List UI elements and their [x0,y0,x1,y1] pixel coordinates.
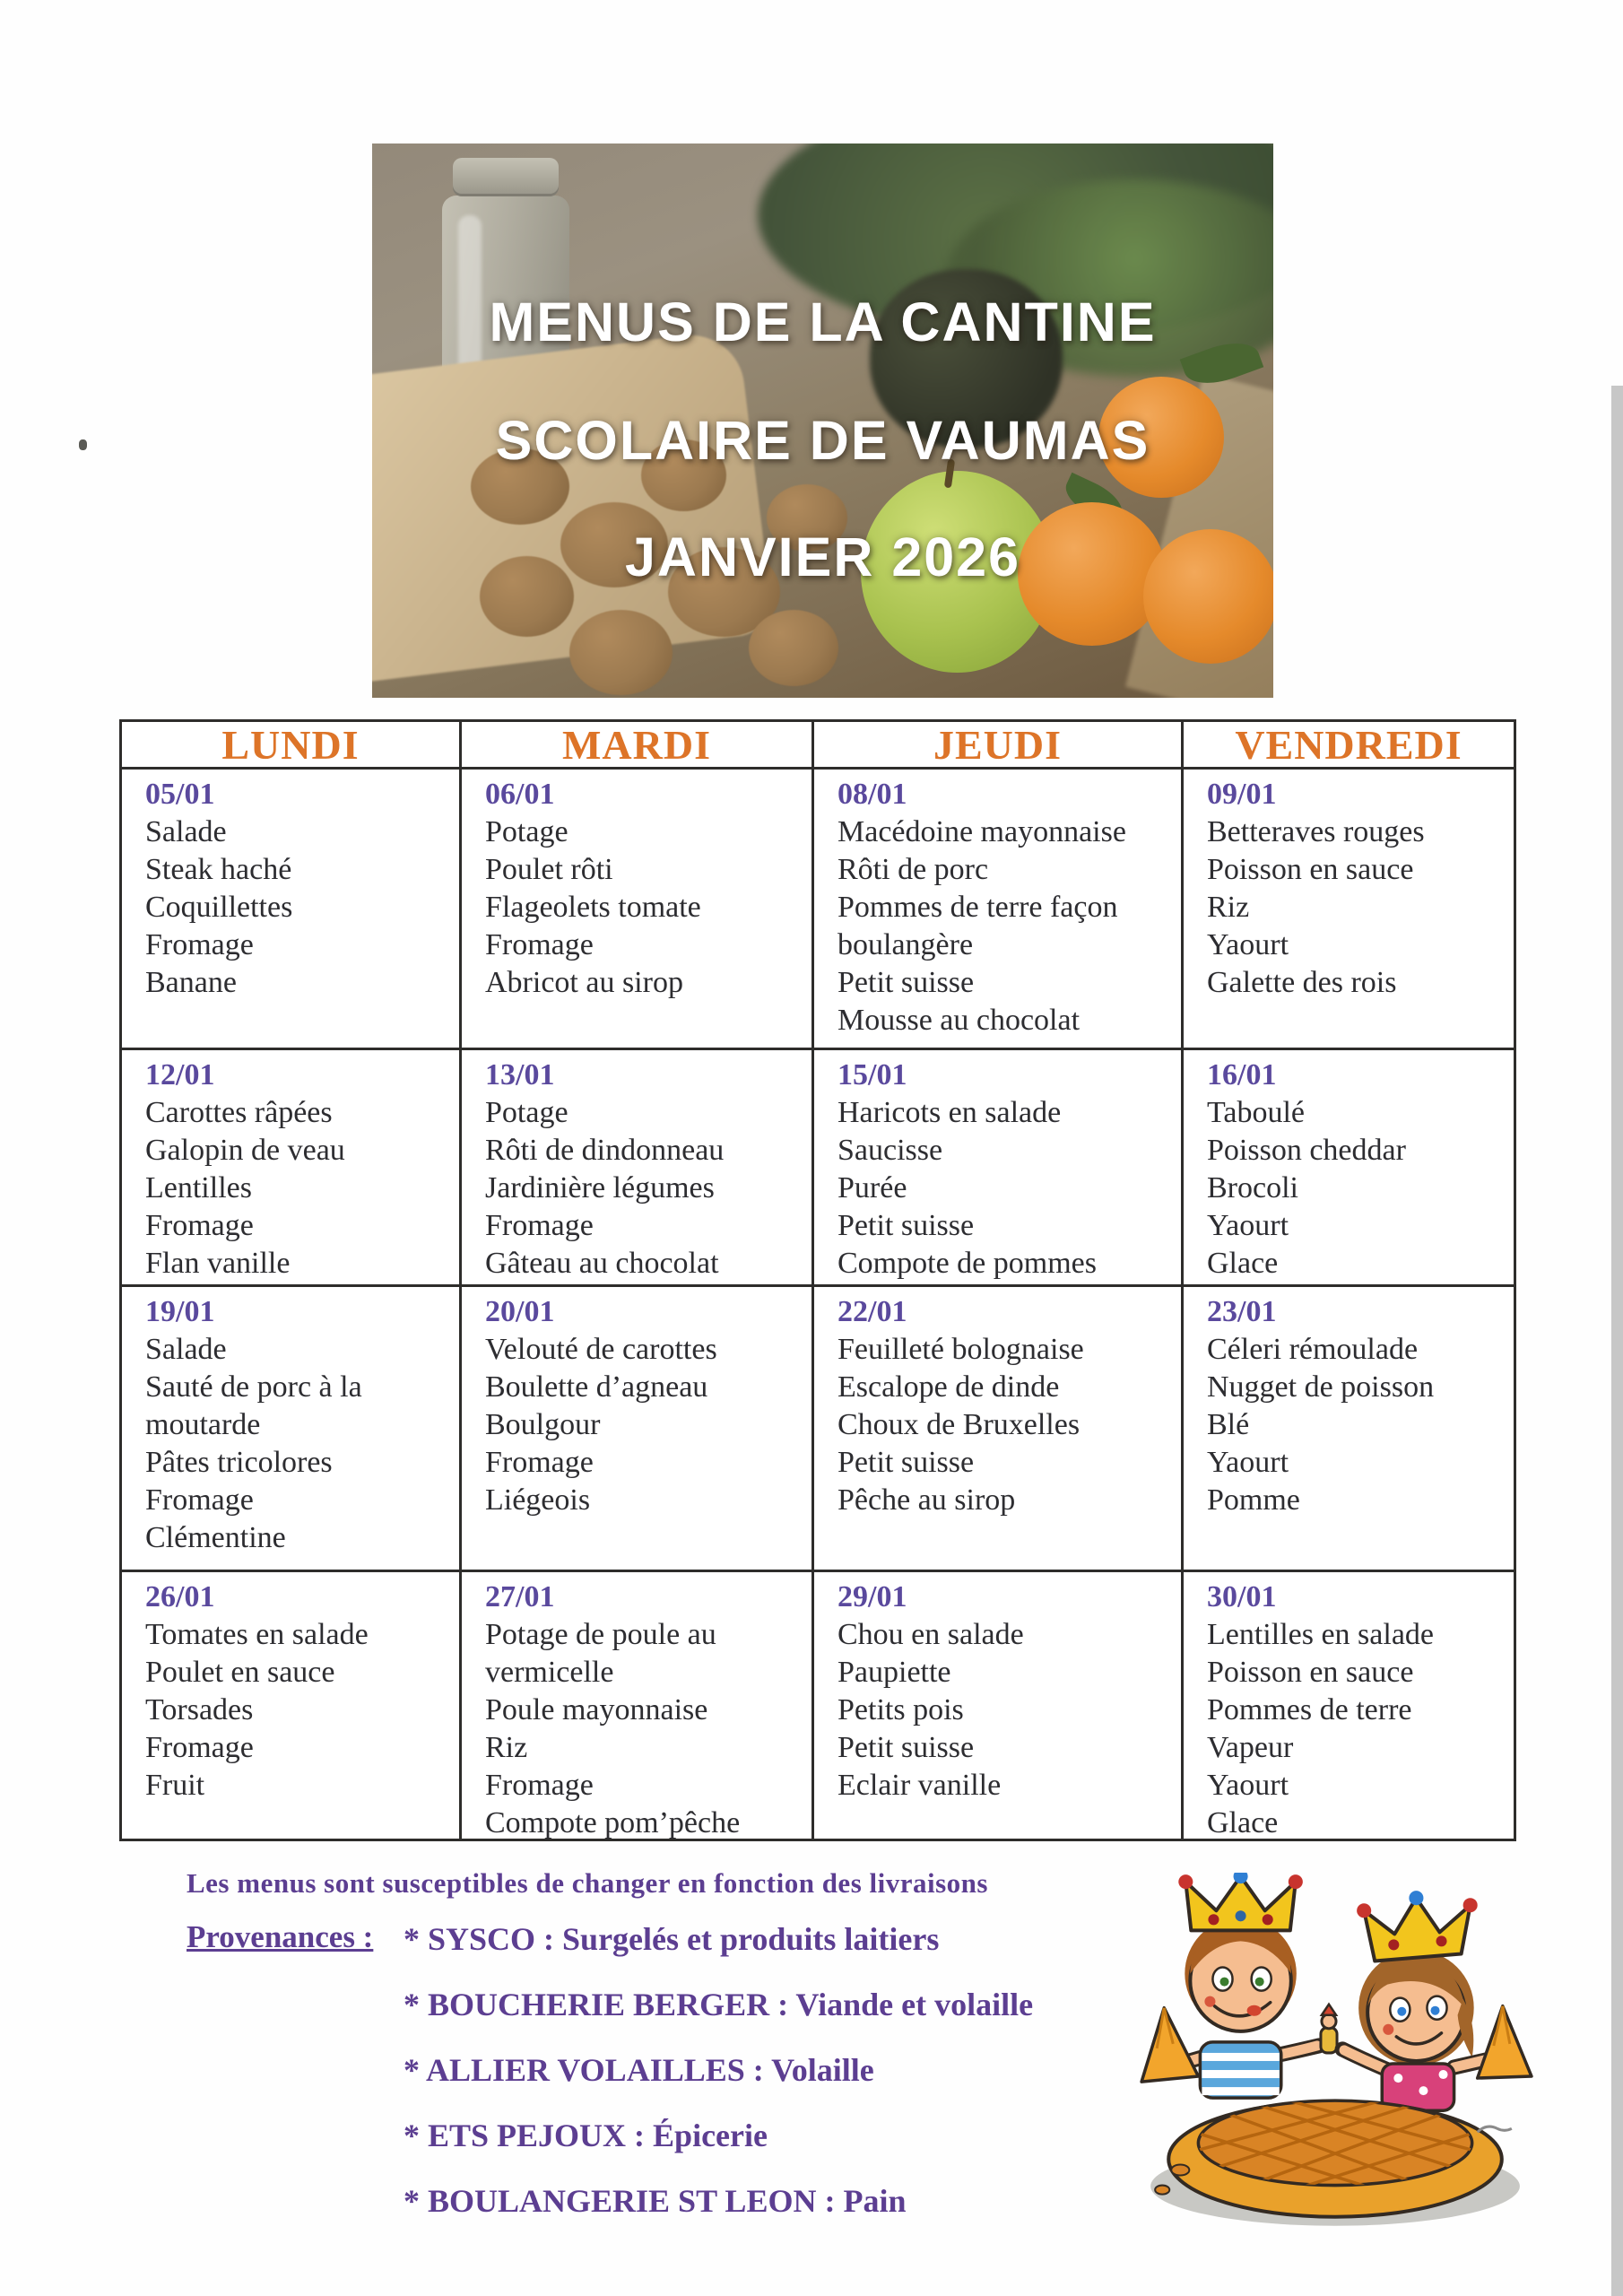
menu-item: Glace [1207,1806,1279,1839]
menu-cell-12-01 [122,1050,462,1287]
menu-item: Fromage [485,928,594,961]
menu-item: Petit suisse [838,1209,975,1242]
menu-item: Betteraves rouges [1207,815,1425,848]
menu-item: Pomme [1207,1483,1300,1517]
provenance-item: * ETS PEJOUX : Épicerie [404,2118,768,2153]
menu-item: Fromage [485,1769,594,1802]
date-label: 05/01 [145,778,215,811]
menu-item: Céleri rémoulade [1207,1333,1419,1366]
menu-item: Rôti de dindonneau [485,1134,725,1167]
provenances-block [187,1907,1033,2234]
provenances-label: Provenances : [187,1919,374,1954]
menu-item: Saucisse [838,1134,943,1167]
menu-item: Pommes de terre [1207,1693,1412,1726]
menu-cell-22-01 [814,1287,1184,1572]
menu-item: Liégeois [485,1483,591,1517]
provenance-item: * BOULANGERIE ST LEON : Pain [404,2183,907,2219]
date-label: 27/01 [485,1580,555,1613]
menu-item: Fromage [145,1209,254,1242]
date-label: 08/01 [838,778,907,811]
menu-item: Riz [1207,891,1250,924]
page-title [372,144,1273,698]
menu-item: Flageolets tomate [485,891,701,924]
menu-item: Banane [145,966,237,999]
menu-item: Yaourt [1207,1209,1289,1242]
menu-cell-16-01 [1184,1050,1516,1287]
menu-item: Potage [485,815,568,848]
menu-item: Vapeur [1207,1731,1294,1764]
menu-item: Chou en salade [838,1618,1024,1651]
menu-item: Rôti de porc [838,853,989,886]
column-header-lundi: LUNDI [122,722,462,770]
menu-cell-23-01 [1184,1287,1516,1572]
notice-text: Les menus sont susceptibles de changer en fonction des livraisons [187,1867,988,1899]
page-title-line-2: SCOLAIRE DE VAUMAS [495,410,1150,471]
menu-item: Pêche au sirop [838,1483,1016,1517]
date-label: 23/01 [1207,1295,1277,1328]
menu-item: Coquillettes [145,891,293,924]
date-label: 29/01 [838,1580,907,1613]
date-label: 13/01 [485,1058,555,1091]
galette-kids-illustration [1119,1873,1542,2260]
column-header-mardi: MARDI [462,722,814,770]
scan-artifact-speck [79,439,87,450]
date-label: 19/01 [145,1295,215,1328]
menu-item: Pommes de terre façon boulangère [838,891,1118,961]
menu-item: Choux de Bruxelles [838,1408,1081,1441]
provenance-item: * BOUCHERIE BERGER : Viande et volaille [404,1987,1034,2022]
menu-item: Clémentine [145,1521,286,1554]
menu-item: Torsades [145,1693,254,1726]
menu-cell-20-01 [462,1287,814,1572]
menu-item: Lentilles [145,1171,252,1205]
menu-item: Glace [1207,1247,1279,1280]
menu-cell-15-01 [814,1050,1184,1287]
date-label: 26/01 [145,1580,215,1613]
menu-item: Haricots en salade [838,1096,1062,1129]
menu-item: Eclair vanille [838,1769,1002,1802]
page-title-line-3: JANVIER 2026 [624,526,1021,587]
menu-item: Fromage [485,1209,594,1242]
menu-item: Fruit [145,1769,205,1802]
menu-item: Compote de pommes [838,1247,1097,1280]
menu-item: Potage de poule au vermicelle [485,1618,716,1689]
date-label: 12/01 [145,1058,215,1091]
menu-item: Steak haché [145,853,292,886]
date-label: 22/01 [838,1295,907,1328]
menu-cell-27-01 [462,1572,814,1841]
menu-item: Abricot au sirop [485,966,683,999]
menu-item: Velouté de carottes [485,1333,717,1366]
menu-item: Macédoine mayonnaise [838,815,1126,848]
provenances-list [404,1907,1033,2234]
menu-item: Nugget de poisson [1207,1370,1435,1404]
date-label: 09/01 [1207,778,1277,811]
menu-item: Poule mayonnaise [485,1693,708,1726]
menu-cell-05-01 [122,770,462,1050]
menu-item: Boulette d’agneau [485,1370,708,1404]
menu-item: Brocoli [1207,1171,1298,1205]
menu-item: Compote pom’pêche [485,1806,741,1839]
menu-item: Feuilleté bolognaise [838,1333,1084,1366]
scan-artifact-right [1611,386,1623,2296]
menu-item: Poisson cheddar [1207,1134,1406,1167]
menu-item: Lentilles en salade [1207,1618,1435,1651]
menu-item: Petit suisse [838,966,975,999]
header-photo [372,144,1273,698]
menu-item: Petits pois [838,1693,964,1726]
menu-cell-09-01 [1184,770,1516,1050]
menu-cell-19-01 [122,1287,462,1572]
menu-cell-29-01 [814,1572,1184,1841]
menu-cell-06-01 [462,770,814,1050]
date-label: 06/01 [485,778,555,811]
menu-item: Petit suisse [838,1446,975,1479]
menu-item: Jardinière légumes [485,1171,715,1205]
menu-item: Poulet rôti [485,853,613,886]
menu-item: Fromage [145,1731,254,1764]
menu-item: Blé [1207,1408,1250,1441]
menu-item: Paupiette [838,1656,951,1689]
menu-item: Pâtes tricolores [145,1446,333,1479]
menu-item: Galopin de veau [145,1134,345,1167]
menu-item: Petit suisse [838,1731,975,1764]
menu-item: Poulet en sauce [145,1656,335,1689]
menu-cell-26-01 [122,1572,462,1841]
menu-item: Yaourt [1207,928,1289,961]
date-label: 15/01 [838,1058,907,1091]
menu-item: Galette des rois [1207,966,1397,999]
provenance-item: * ALLIER VOLAILLES : Volaille [404,2052,874,2088]
menu-item: Mousse au chocolat [838,1004,1081,1037]
date-label: 16/01 [1207,1058,1277,1091]
menu-cell-30-01 [1184,1572,1516,1841]
page-title-line-1: MENUS DE LA CANTINE [489,291,1157,352]
menu-item: Tomates en salade [145,1618,369,1651]
date-label: 20/01 [485,1295,555,1328]
menu-item: Poisson en sauce [1207,1656,1414,1689]
menu-item: Salade [145,1333,227,1366]
menu-item: Salade [145,815,227,848]
menu-item: Sauté de porc à la moutarde [145,1370,362,1441]
menu-cell-13-01 [462,1050,814,1287]
menu-item: Fromage [145,928,254,961]
menu-cell-08-01 [814,770,1184,1050]
menu-item: Escalope de dinde [838,1370,1060,1404]
menu-item: Gâteau au chocolat [485,1247,719,1280]
menu-item: Fromage [485,1446,594,1479]
provenance-item: * SYSCO : Surgelés et produits laitiers [404,1921,940,1957]
menu-item: Riz [485,1731,528,1764]
menu-table [119,719,1516,1841]
menu-item: Purée [838,1171,907,1205]
menu-item: Boulgour [485,1408,601,1441]
menu-item: Potage [485,1096,568,1129]
menu-item: Flan vanille [145,1247,291,1280]
column-header-vendredi: VENDREDI [1184,722,1516,770]
date-label: 30/01 [1207,1580,1277,1613]
menu-item: Carottes râpées [145,1096,333,1129]
column-header-jeudi: JEUDI [814,722,1184,770]
menu-item: Poisson en sauce [1207,853,1414,886]
menu-item: Fromage [145,1483,254,1517]
menu-item: Taboulé [1207,1096,1306,1129]
menu-item: Yaourt [1207,1769,1289,1802]
menu-item: Yaourt [1207,1446,1289,1479]
